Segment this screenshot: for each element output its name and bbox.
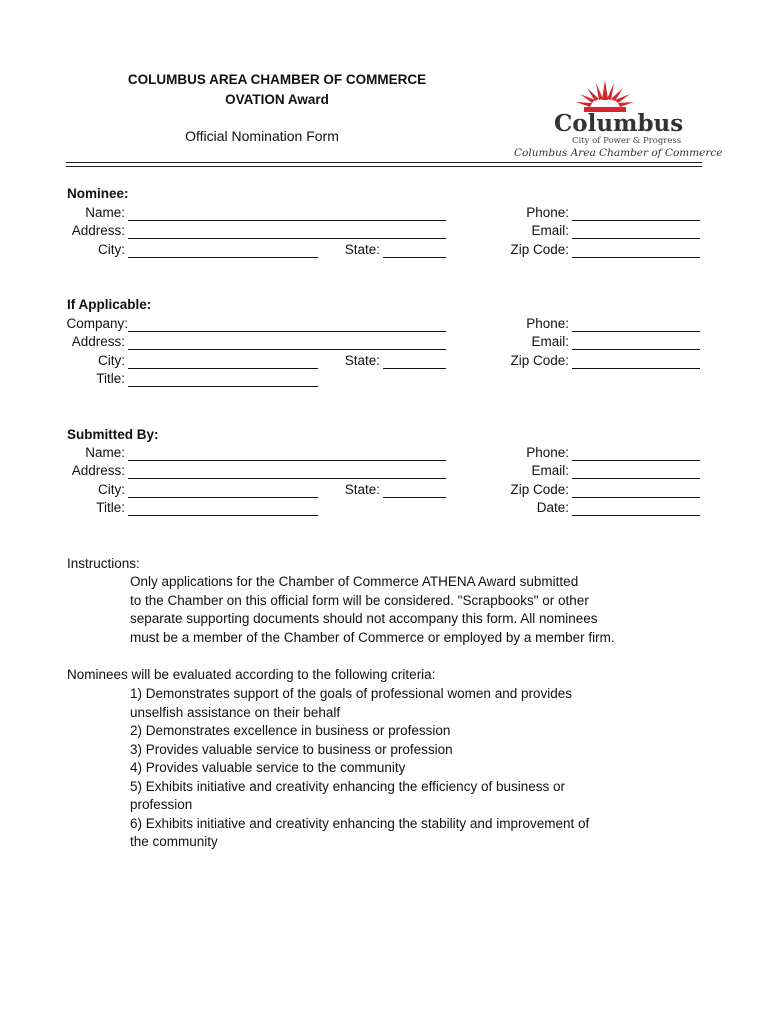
form-title: Official Nomination Form	[185, 128, 339, 144]
submitted-heading: Submitted By:	[67, 427, 159, 442]
submitted-date-field[interactable]	[572, 515, 700, 516]
nominee-phone-field[interactable]	[572, 220, 700, 221]
submitted-state-label: State:	[344, 482, 380, 497]
submitted-city-label: City:	[98, 482, 125, 497]
chamber-logo	[510, 80, 723, 160]
criteria-heading: Nominees will be evaluated according to the following criteria:	[67, 667, 436, 682]
nominee-zip-label: Zip Code:	[510, 242, 569, 257]
submitted-state-field[interactable]	[383, 497, 446, 498]
submitted-phone-label: Phone:	[526, 445, 569, 460]
criteria-line: 4) Provides valuable service to the community	[130, 760, 406, 775]
applicable-company-field[interactable]	[128, 331, 446, 332]
logo-org-name: Columbus Area Chamber of Commerce	[514, 147, 723, 159]
applicable-address-field[interactable]	[128, 349, 446, 350]
submitted-phone-field[interactable]	[572, 460, 700, 461]
applicable-company-label: Company:	[66, 316, 128, 331]
applicable-address-label: Address:	[71, 334, 125, 349]
nominee-name-field[interactable]	[128, 220, 446, 221]
submitted-title-label: Title:	[96, 500, 125, 515]
submitted-name-field[interactable]	[128, 460, 446, 461]
submitted-name-label: Name:	[85, 445, 125, 460]
criteria-line: 2) Demonstrates excellence in business or profession	[130, 723, 451, 738]
criteria-line: 5) Exhibits initiative and creativity enhancing the efficiency of business or	[130, 778, 565, 794]
applicable-phone-field[interactable]	[572, 331, 700, 332]
header-divider-top	[66, 162, 702, 163]
logo-tagline: City of Power & Progress	[572, 136, 682, 146]
award-title: OVATION Award	[225, 92, 329, 107]
submitted-zip-field[interactable]	[572, 497, 700, 498]
applicable-zip-field[interactable]	[572, 368, 700, 369]
applicable-title-field[interactable]	[128, 386, 318, 387]
submitted-email-field[interactable]	[572, 478, 700, 479]
nominee-zip-field[interactable]	[572, 257, 700, 258]
criteria-line: 3) Provides valuable service to business or profession	[130, 741, 453, 757]
submitted-date-label: Date:	[536, 500, 569, 515]
nominee-email-label: Email:	[531, 223, 569, 238]
nominee-address-label: Address:	[71, 223, 125, 238]
nominee-name-label: Name:	[85, 205, 125, 220]
instructions-line: to the Chamber on this official form will be considered. "Scrapbooks" or other	[130, 592, 589, 608]
applicable-email-field[interactable]	[572, 349, 700, 350]
instructions-line: must be a member of the Chamber of Commerce or employed by a member firm.	[130, 629, 615, 645]
submitted-address-label: Address:	[71, 463, 125, 478]
nominee-state-label: State:	[344, 242, 380, 257]
header-divider-bottom	[66, 166, 702, 167]
instructions-body	[130, 573, 690, 647]
instructions-heading: Instructions:	[67, 556, 140, 571]
applicable-city-label: City:	[98, 353, 125, 368]
nominee-heading: Nominee:	[67, 186, 129, 201]
submitted-city-field[interactable]	[128, 497, 318, 498]
submitted-address-field[interactable]	[128, 478, 446, 479]
nominee-city-field[interactable]	[128, 257, 318, 258]
applicable-email-label: Email:	[531, 334, 569, 349]
submitted-zip-label: Zip Code:	[510, 482, 569, 497]
org-title: COLUMBUS AREA CHAMBER OF COMMERCE	[127, 72, 427, 87]
submitted-title-field[interactable]	[128, 515, 318, 516]
applicable-title-label: Title:	[96, 371, 125, 386]
applicable-state-label: State:	[344, 353, 380, 368]
logo-wordmark: Columbus	[554, 110, 684, 137]
criteria-line: unselfish assistance on their behalf	[130, 704, 341, 720]
applicable-zip-label: Zip Code:	[510, 353, 569, 368]
applicable-city-field[interactable]	[128, 368, 318, 369]
applicable-heading: If Applicable:	[67, 297, 152, 312]
criteria-line: profession	[130, 797, 193, 812]
instructions-line: separate supporting documents should not accompany this form. All nominees	[130, 611, 598, 626]
sunburst-icon	[574, 80, 636, 114]
nominee-address-field[interactable]	[128, 238, 446, 239]
criteria-list	[130, 685, 690, 852]
nominee-state-field[interactable]	[383, 257, 446, 258]
nominee-phone-label: Phone:	[526, 205, 569, 220]
criteria-line: 6) Exhibits initiative and creativity enhancing the stability and improvement of	[130, 815, 590, 831]
instructions-line: Only applications for the Chamber of Commerce ATHENA Award submitted	[130, 574, 579, 589]
criteria-line: 1) Demonstrates support of the goals of professional women and provides	[130, 686, 572, 701]
criteria-line: the community	[130, 834, 218, 849]
nominee-city-label: City:	[98, 242, 125, 257]
applicable-state-field[interactable]	[383, 368, 446, 369]
applicable-phone-label: Phone:	[526, 316, 569, 331]
nominee-email-field[interactable]	[572, 238, 700, 239]
submitted-email-label: Email:	[531, 463, 569, 478]
